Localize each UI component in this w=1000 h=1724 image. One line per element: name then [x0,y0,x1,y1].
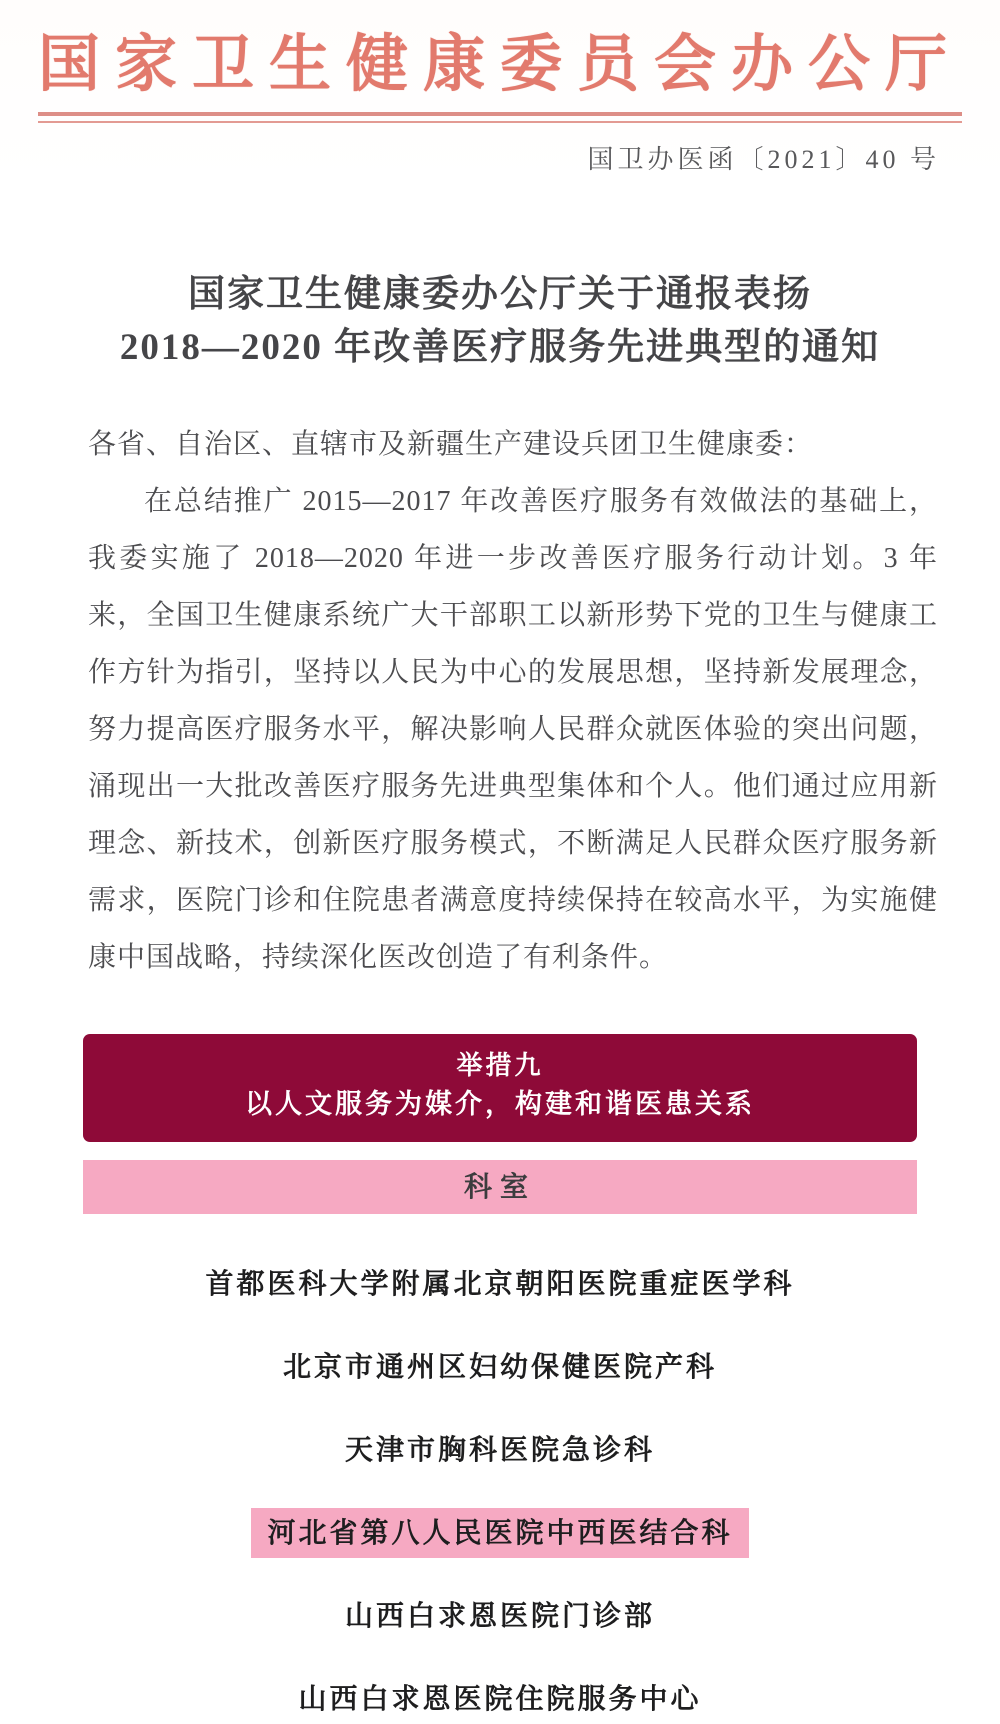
department-item [329,1591,671,1641]
notice-body [88,416,938,986]
measure-banner-title: 举措九 [456,1050,544,1080]
notice-title-line2: 2018—2020 年改善医疗服务先进典型的通知 [119,327,881,368]
department-name: 北京市通州区妇幼保健医院产科 [282,1351,717,1382]
department-name: 山西白求恩医院住院服务中心 [298,1683,702,1714]
department-name: 河北省第八人民医院中西医结合科 [251,1508,748,1558]
measure-banner-subtitle: 以人文服务为媒介，构建和谐医患关系 [245,1089,755,1119]
measure-banner [83,1034,917,1142]
letterhead-divider [38,112,962,123]
department-item [267,1342,733,1392]
department-name: 首都医科大学附属北京朝阳医院重症医学科 [205,1268,795,1299]
notice-title [0,268,1000,374]
document-number: 国卫办医函〔2021〕40 号 [587,145,940,174]
department-name: 山西白求恩医院门诊部 [344,1600,655,1631]
department-list [0,1226,1000,1724]
body-paragraph: 在总结推广 2015—2017 年改善医疗服务有效做法的基础上，我委实施了 2018—2020 年进一步改善医疗服务行动计划。3 年来，全国卫生健康系统广大干部职工以新形势下党的卫生与健康工作方针为指引，坚持以人民为中心的发展思想，坚持新发展理念，努力提高医疗服务水平，解决影响人民群众就医体验的突出问题，涌现出一大批改善医疗服务先进典型集体和个人。他们通过应用新理念、新技术，创新医疗服务模式，不断满足人民群众医疗服务新需求，医院门诊和住院患者满意度持续保持在较高水平，为实施健康中国战略，持续深化医改创造了有利条件。 [88,486,938,973]
department-item [329,1425,671,1475]
department-item [189,1259,810,1309]
letterhead-agency: 国家卫生健康委员会办公厅 [37,31,962,99]
notice-title-line1: 国家卫生健康委办公厅关于通报表扬 [188,274,812,315]
salutation: 各省、自治区、直辖市及新疆生产建设兵团卫生健康委： [88,429,814,460]
section-header-keshi: 科室 [83,1160,917,1214]
department-item [282,1674,717,1724]
department-item-highlighted [251,1508,748,1558]
department-name: 天津市胸科医院急诊科 [344,1434,655,1465]
